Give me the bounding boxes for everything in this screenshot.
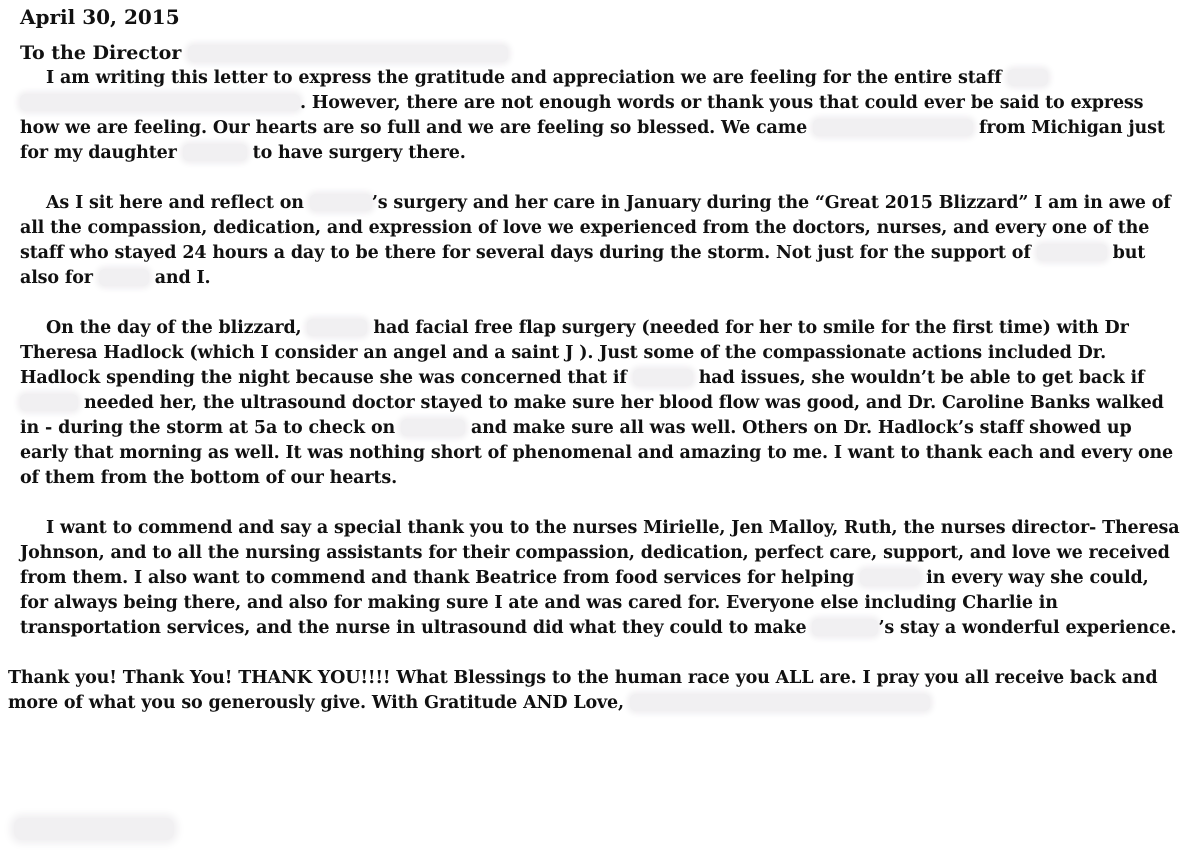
- p4-text-a: I want to commend and say a special thank you to the nurses Mirielle, Jen Malloy, Ruth, the nurses director- Theresa Johnson, and to all the nursing assistants for their compassion, dedication, perfect care, support, and love we received from them. I also want to commend and thank Beatrice from food services for helping: [20, 518, 1180, 588]
- redacted-name: [310, 194, 372, 211]
- redacted-institution-cont: [20, 94, 300, 111]
- redacted-name: [307, 319, 367, 336]
- redacted-location: [813, 119, 973, 136]
- p2-text-a: As I sit here and reflect on: [46, 193, 304, 213]
- redacted-institution: [1008, 69, 1048, 86]
- p3-text-e: and make sure all was well. Others on Dr. Hadlock’s staff showed up early that morning as well. It was nothing short of phenomenal and amazing to me. I want to thank each and every one of them from the bottom of our hearts.: [20, 418, 1174, 488]
- p1-text-b: . However, there are not enough words or thank yous that could ever be said to express how we are feeling. Our hearts are so full and we are feeling so blessed. We came: [20, 93, 1144, 138]
- letter-date: April 30, 2015: [20, 5, 180, 29]
- p3-text-b: had facial free flap surgery (needed for her to smile for the first time) with Dr Theresa Hadlock (which I consider an angel and a saint J ). Just some of the compassionate actions included Dr. Hadlock spending the night because she was concerned that if: [20, 318, 1129, 388]
- redacted-name: [860, 569, 920, 586]
- redacted-name: [99, 269, 149, 286]
- paragraph-4: [20, 516, 1180, 641]
- p4-text-b: in every way she could, for always being there, and also for making sure I ate and was cared for. Everyone else including Charlie in transportation services, and the nurse in ultrasound did what they could to make: [20, 568, 1149, 638]
- p3-text-a: On the day of the blizzard,: [46, 318, 302, 338]
- p2-text-b: ’s surgery and her care in January during the “Great 2015 Blizzard” I am in awe of all the compassion, dedication, and expression of love we experienced from the doctors, nurses, and every one of the staff who stayed 24 hours a day to be there for several days during the storm. Not just for the support of: [20, 193, 1171, 263]
- redacted-signature: [14, 818, 174, 840]
- p3-text-d: needed her, the ultrasound doctor stayed to make sure her blood flow was good, and Dr. Caroline Banks walked in - during the storm at 5a to check on: [20, 393, 1164, 438]
- redacted-daughter-name: [183, 144, 247, 161]
- paragraph-3: [20, 316, 1180, 491]
- closing-text: Thank you! Thank You! THANK YOU!!!! What Blessings to the human race you ALL are. I pray you all receive back and more of what you so generously give. With Gratitude AND Love,: [8, 668, 1158, 713]
- p1-text-d: to have surgery there.: [252, 143, 466, 163]
- redacted-signature-name: [630, 694, 930, 711]
- closing-paragraph: [8, 666, 1180, 716]
- redacted-name: [20, 394, 78, 411]
- redacted-name: [812, 619, 878, 636]
- p3-text-c: had issues, she wouldn’t be able to get back if: [698, 368, 1145, 388]
- letter-greeting: [20, 40, 1180, 66]
- paragraph-2: [20, 191, 1180, 291]
- redacted-name: [633, 369, 693, 386]
- redacted-name: [1037, 244, 1107, 261]
- p1-text-c: from Michigan just for my daughter: [20, 118, 1165, 163]
- p4-text-c: ’s stay a wonderful experience.: [878, 618, 1177, 638]
- p2-text-c: but also for: [20, 243, 1146, 288]
- p2-text-d: and I.: [154, 268, 211, 288]
- p1-text-a: I am writing this letter to express the gratitude and appreciation we are feeling for the entire staff: [46, 68, 1002, 88]
- redacted-director-name: [188, 45, 508, 62]
- greeting-text: To the Director: [20, 42, 182, 64]
- paragraph-1: [20, 66, 1180, 166]
- redacted-name: [401, 419, 465, 436]
